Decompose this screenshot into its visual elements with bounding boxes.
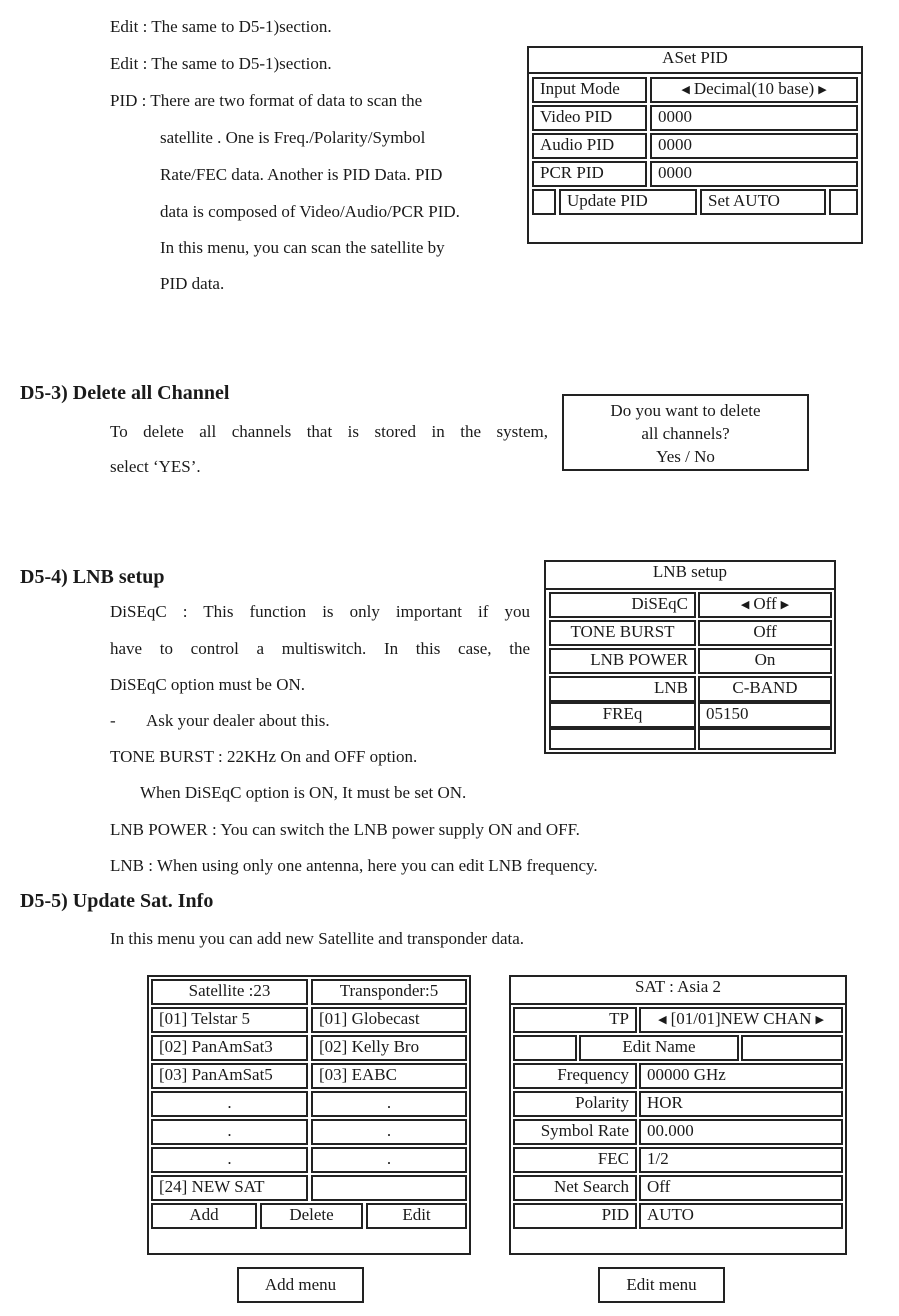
arrow-right-icon[interactable]: ▶	[815, 1014, 824, 1026]
intro-line-8: PID data.	[160, 274, 225, 293]
arrow-right-icon[interactable]: ▶	[818, 84, 827, 96]
add-button[interactable]: Add	[151, 1203, 257, 1229]
d5-4-line-1: DiSEqC : This function is only important if you	[110, 602, 530, 621]
edit-name-button[interactable]: Edit Name	[579, 1035, 739, 1061]
button-spacer-right	[829, 189, 858, 215]
satellite-item-new[interactable]: [24] NEW SAT	[151, 1175, 308, 1201]
lnb-power-label: LNB POWER	[549, 648, 696, 674]
d5-4-line-6: When DiSEqC option is ON, It must be set ON.	[140, 783, 467, 802]
intro-line-4: satellite . One is Freq./Polarity/Symbol	[160, 128, 426, 147]
intro-line-7: In this menu, you can scan the satellite by	[160, 238, 445, 257]
fec-field[interactable]: 1/2	[639, 1147, 843, 1173]
lnb-empty-right	[698, 728, 832, 750]
polarity-label: Polarity	[513, 1091, 637, 1117]
freq-label: FREq	[549, 702, 696, 728]
pcr-pid-field[interactable]: 0000	[650, 161, 858, 187]
tone-burst-value[interactable]: Off	[698, 620, 832, 646]
transponder-placeholder: .	[311, 1119, 467, 1145]
input-mode-selector[interactable]	[650, 77, 858, 103]
dialog-yes-no[interactable]: Yes / No	[656, 447, 715, 466]
d5-4-line-5: TONE BURST : 22KHz On and OFF option.	[110, 747, 418, 766]
intro-line-6: data is composed of Video/Audio/PCR PID.	[160, 202, 460, 221]
lnb-power-value[interactable]: On	[698, 648, 832, 674]
tp-value: [01/01]NEW CHAN	[670, 1009, 812, 1028]
intro-line-5: Rate/FEC data. Another is PID Data. PID	[160, 165, 443, 184]
edit-menu-panel	[509, 975, 847, 1255]
fec-label: FEC	[513, 1147, 637, 1173]
pid-field[interactable]: AUTO	[639, 1203, 843, 1229]
edit-menu-title: SAT : Asia 2	[511, 977, 845, 1005]
input-mode-value: Decimal(10 base)	[693, 79, 815, 98]
satellite-placeholder: .	[151, 1119, 308, 1145]
satellite-placeholder: .	[151, 1091, 308, 1117]
lnb-setup-title: LNB setup	[546, 562, 834, 590]
update-pid-button[interactable]: Update PID	[559, 189, 697, 215]
satellite-header: Satellite :23	[151, 979, 308, 1005]
dialog-line-1: Do you want to delete	[610, 401, 761, 420]
frequency-label: Frequency	[513, 1063, 637, 1089]
satellite-item[interactable]: [03] PanAmSat5	[151, 1063, 308, 1089]
transponder-item[interactable]: [01] Globecast	[311, 1007, 467, 1033]
satellite-item[interactable]: [02] PanAmSat3	[151, 1035, 308, 1061]
delete-confirm-dialog	[562, 394, 809, 471]
intro-line-2: Edit : The same to D5-1)section.	[110, 54, 332, 73]
freq-field[interactable]: 05150	[698, 702, 832, 728]
lnb-setup-menu	[544, 560, 836, 754]
d5-5-heading: D5-5) Update Sat. Info	[20, 890, 214, 912]
diseqc-value: Off	[753, 594, 777, 613]
add-menu-caption: Add menu	[237, 1267, 364, 1303]
transponder-item[interactable]: [03] EABC	[311, 1063, 467, 1089]
d5-3-line-2: select ‘YES’.	[110, 457, 201, 476]
dialog-line-2: all channels?	[641, 424, 730, 443]
pid-label: PID	[513, 1203, 637, 1229]
polarity-field[interactable]: HOR	[639, 1091, 843, 1117]
arrow-left-icon[interactable]: ◀	[740, 599, 750, 611]
video-pid-field[interactable]: 0000	[650, 105, 858, 131]
d5-3-line-1: To delete all channels that is stored in the system,	[110, 422, 548, 441]
aset-pid-menu	[527, 46, 863, 244]
intro-line-3: PID : There are two format of data to scan the	[110, 91, 423, 110]
symbol-rate-label: Symbol Rate	[513, 1119, 637, 1145]
d5-4-line-8: LNB : When using only one antenna, here you can edit LNB frequency.	[110, 856, 598, 875]
intro-line-1: Edit : The same to D5-1)section.	[110, 17, 332, 36]
button-spacer-left	[532, 189, 556, 215]
edit-name-spacer-left	[513, 1035, 577, 1061]
add-menu-panel	[147, 975, 471, 1255]
d5-4-line-4: Ask your dealer about this.	[146, 711, 330, 730]
arrow-left-icon[interactable]: ◀	[658, 1014, 667, 1026]
symbol-rate-field[interactable]: 00.000	[639, 1119, 843, 1145]
arrow-left-icon[interactable]: ◀	[681, 84, 690, 96]
edit-button[interactable]: Edit	[366, 1203, 467, 1229]
net-search-label: Net Search	[513, 1175, 637, 1201]
lnb-label: LNB	[549, 676, 696, 702]
d5-4-line-3: DiSEqC option must be ON.	[110, 675, 306, 694]
d5-4-heading: D5-4) LNB setup	[20, 566, 165, 588]
transponder-header: Transponder:5	[311, 979, 467, 1005]
audio-pid-label: Audio PID	[532, 133, 647, 159]
d5-3-heading: D5-3) Delete all Channel	[20, 382, 230, 404]
d5-4-dash: -	[110, 711, 116, 730]
delete-button[interactable]: Delete	[260, 1203, 363, 1229]
lnb-value[interactable]: C-BAND	[698, 676, 832, 702]
d5-4-line-2: have to control a multiswitch. In this case, the	[110, 639, 530, 658]
d5-4-line-7: LNB POWER : You can switch the LNB power supply ON and OFF.	[110, 820, 580, 839]
set-auto-button[interactable]: Set AUTO	[700, 189, 826, 215]
transponder-placeholder: .	[311, 1091, 467, 1117]
audio-pid-field[interactable]: 0000	[650, 133, 858, 159]
video-pid-label: Video PID	[532, 105, 647, 131]
tp-selector[interactable]	[639, 1007, 843, 1033]
edit-name-spacer-right	[741, 1035, 843, 1061]
tp-label: TP	[513, 1007, 637, 1033]
pcr-pid-label: PCR PID	[532, 161, 647, 187]
diseqc-label: DiSEqC	[549, 592, 696, 618]
frequency-field[interactable]: 00000 GHz	[639, 1063, 843, 1089]
net-search-field[interactable]: Off	[639, 1175, 843, 1201]
d5-5-line-1: In this menu you can add new Satellite and transponder data.	[110, 929, 525, 948]
satellite-placeholder: .	[151, 1147, 308, 1173]
satellite-item[interactable]: [01] Telstar 5	[151, 1007, 308, 1033]
lnb-empty-left	[549, 728, 696, 750]
edit-menu-caption: Edit menu	[598, 1267, 725, 1303]
tone-burst-label: TONE BURST	[549, 620, 696, 646]
input-mode-label: Input Mode	[532, 77, 647, 103]
transponder-item[interactable]: [02] Kelly Bro	[311, 1035, 467, 1061]
arrow-right-icon[interactable]: ▶	[780, 599, 790, 611]
transponder-placeholder: .	[311, 1147, 467, 1173]
diseqc-selector[interactable]	[698, 592, 832, 618]
aset-pid-title: ASet PID	[529, 48, 861, 74]
transponder-empty	[311, 1175, 467, 1201]
